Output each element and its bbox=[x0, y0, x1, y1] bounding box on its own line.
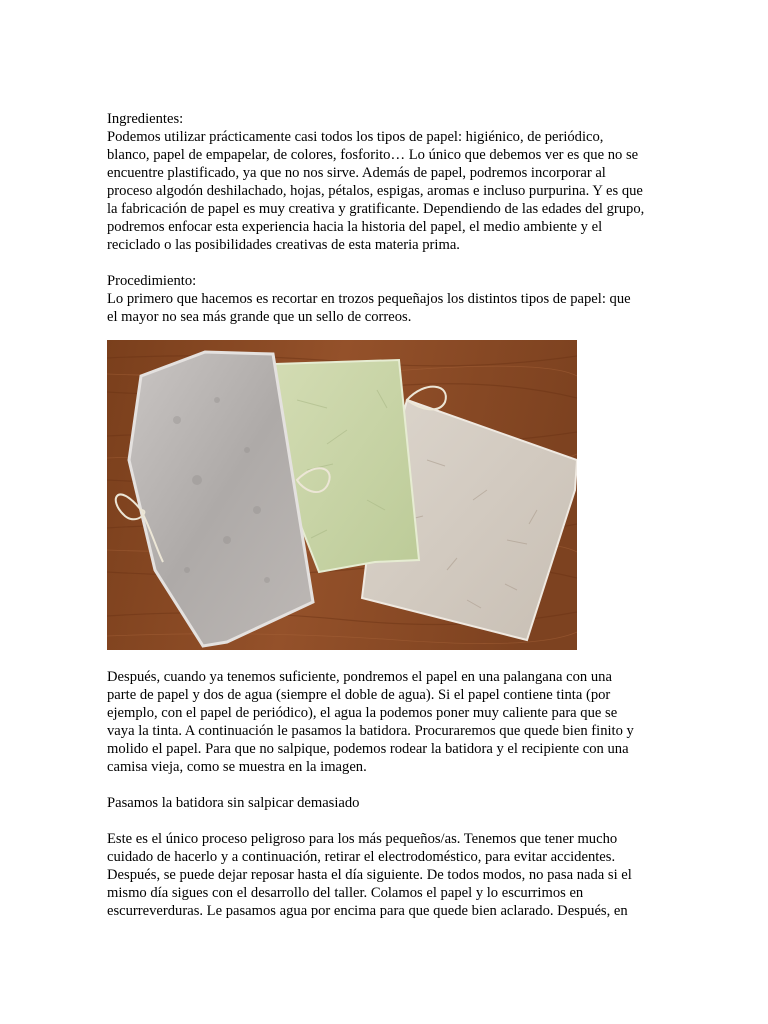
text-line: Podemos utilizar prácticamente casi todos los tipos de papel: higiénico, de periódico, bbox=[107, 129, 604, 145]
text-line: Este es el único proceso peligroso para los más pequeños/as. Tenemos que tener mucho bbox=[107, 831, 618, 847]
text-line: Después, se puede dejar reposar hasta el día siguiente. De todos modos, no pasa nada si el bbox=[107, 867, 632, 883]
paragraph-gap bbox=[107, 254, 667, 272]
text-line: escurreverduras. Le pasamos agua por encima para que quede bien aclarado. Después, en bbox=[107, 903, 628, 919]
text-line: blanco, papel de empapelar, de colores, fosforito… Lo único que debemos ver es que no se bbox=[107, 147, 639, 163]
text-line: cuidado de hacerlo y a continuación, retirar el electrodoméstico, para evitar accidentes. bbox=[107, 849, 616, 865]
text-line: camisa vieja, como se muestra en la imagen. bbox=[107, 759, 367, 775]
text-line: reciclado o las posibilidades creativas de esta materia prima. bbox=[107, 237, 460, 253]
final-text bbox=[107, 830, 667, 920]
text-line: ejemplo, con el papel de periódico), el agua la podemos poner muy caliente para que se bbox=[107, 705, 618, 721]
text-line: vaya la tinta. A continuación le pasamos la batidora. Procuraremos que quede bien finito y bbox=[107, 723, 634, 739]
ingredients-heading: Ingredientes: bbox=[107, 111, 184, 127]
paragraph-gap bbox=[107, 812, 667, 830]
text-line: la fabricación de papel es muy creativa y gratificante. Dependiendo de las edades del grupo, bbox=[107, 201, 645, 217]
text-line: Lo primero que hacemos es recortar en trozos pequeñajos los distintos tipos de papel: que bbox=[107, 291, 631, 307]
procedure-text bbox=[107, 290, 667, 326]
document-page bbox=[107, 110, 667, 920]
ingredients-text bbox=[107, 128, 667, 254]
text-line: podremos enfocar esta experiencia hacia la historia del papel, el medio ambiente y el bbox=[107, 219, 603, 235]
text-line: encuentre plastificado, ya que no nos sirve. Además de papel, podremos incorporar al bbox=[107, 165, 606, 181]
handmade-paper-photo bbox=[107, 340, 577, 650]
after-text bbox=[107, 668, 667, 776]
text-line: Después, cuando ya tenemos suficiente, pondremos el papel en una palangana con una bbox=[107, 669, 612, 685]
procedure-heading: Procedimiento: bbox=[107, 273, 197, 289]
paragraph-gap bbox=[107, 776, 667, 794]
text-line: proceso algodón deshilachado, hojas, pétalos, espigas, aromas e incluso purpurina. Y es que bbox=[107, 183, 643, 199]
image-caption: Pasamos la batidora sin salpicar demasiado bbox=[107, 795, 360, 811]
text-line: el mayor no sea más grande que un sello de correos. bbox=[107, 309, 412, 325]
text-line: parte de papel y dos de agua (siempre el doble de agua). Si el papel contiene tinta (por bbox=[107, 687, 611, 703]
text-line: molido el papel. Para que no salpique, podemos rodear la batidora y el recipiente con una bbox=[107, 741, 629, 757]
text-line: mismo día sigues con el desarrollo del taller. Colamos el papel y lo escurrimos en bbox=[107, 885, 584, 901]
